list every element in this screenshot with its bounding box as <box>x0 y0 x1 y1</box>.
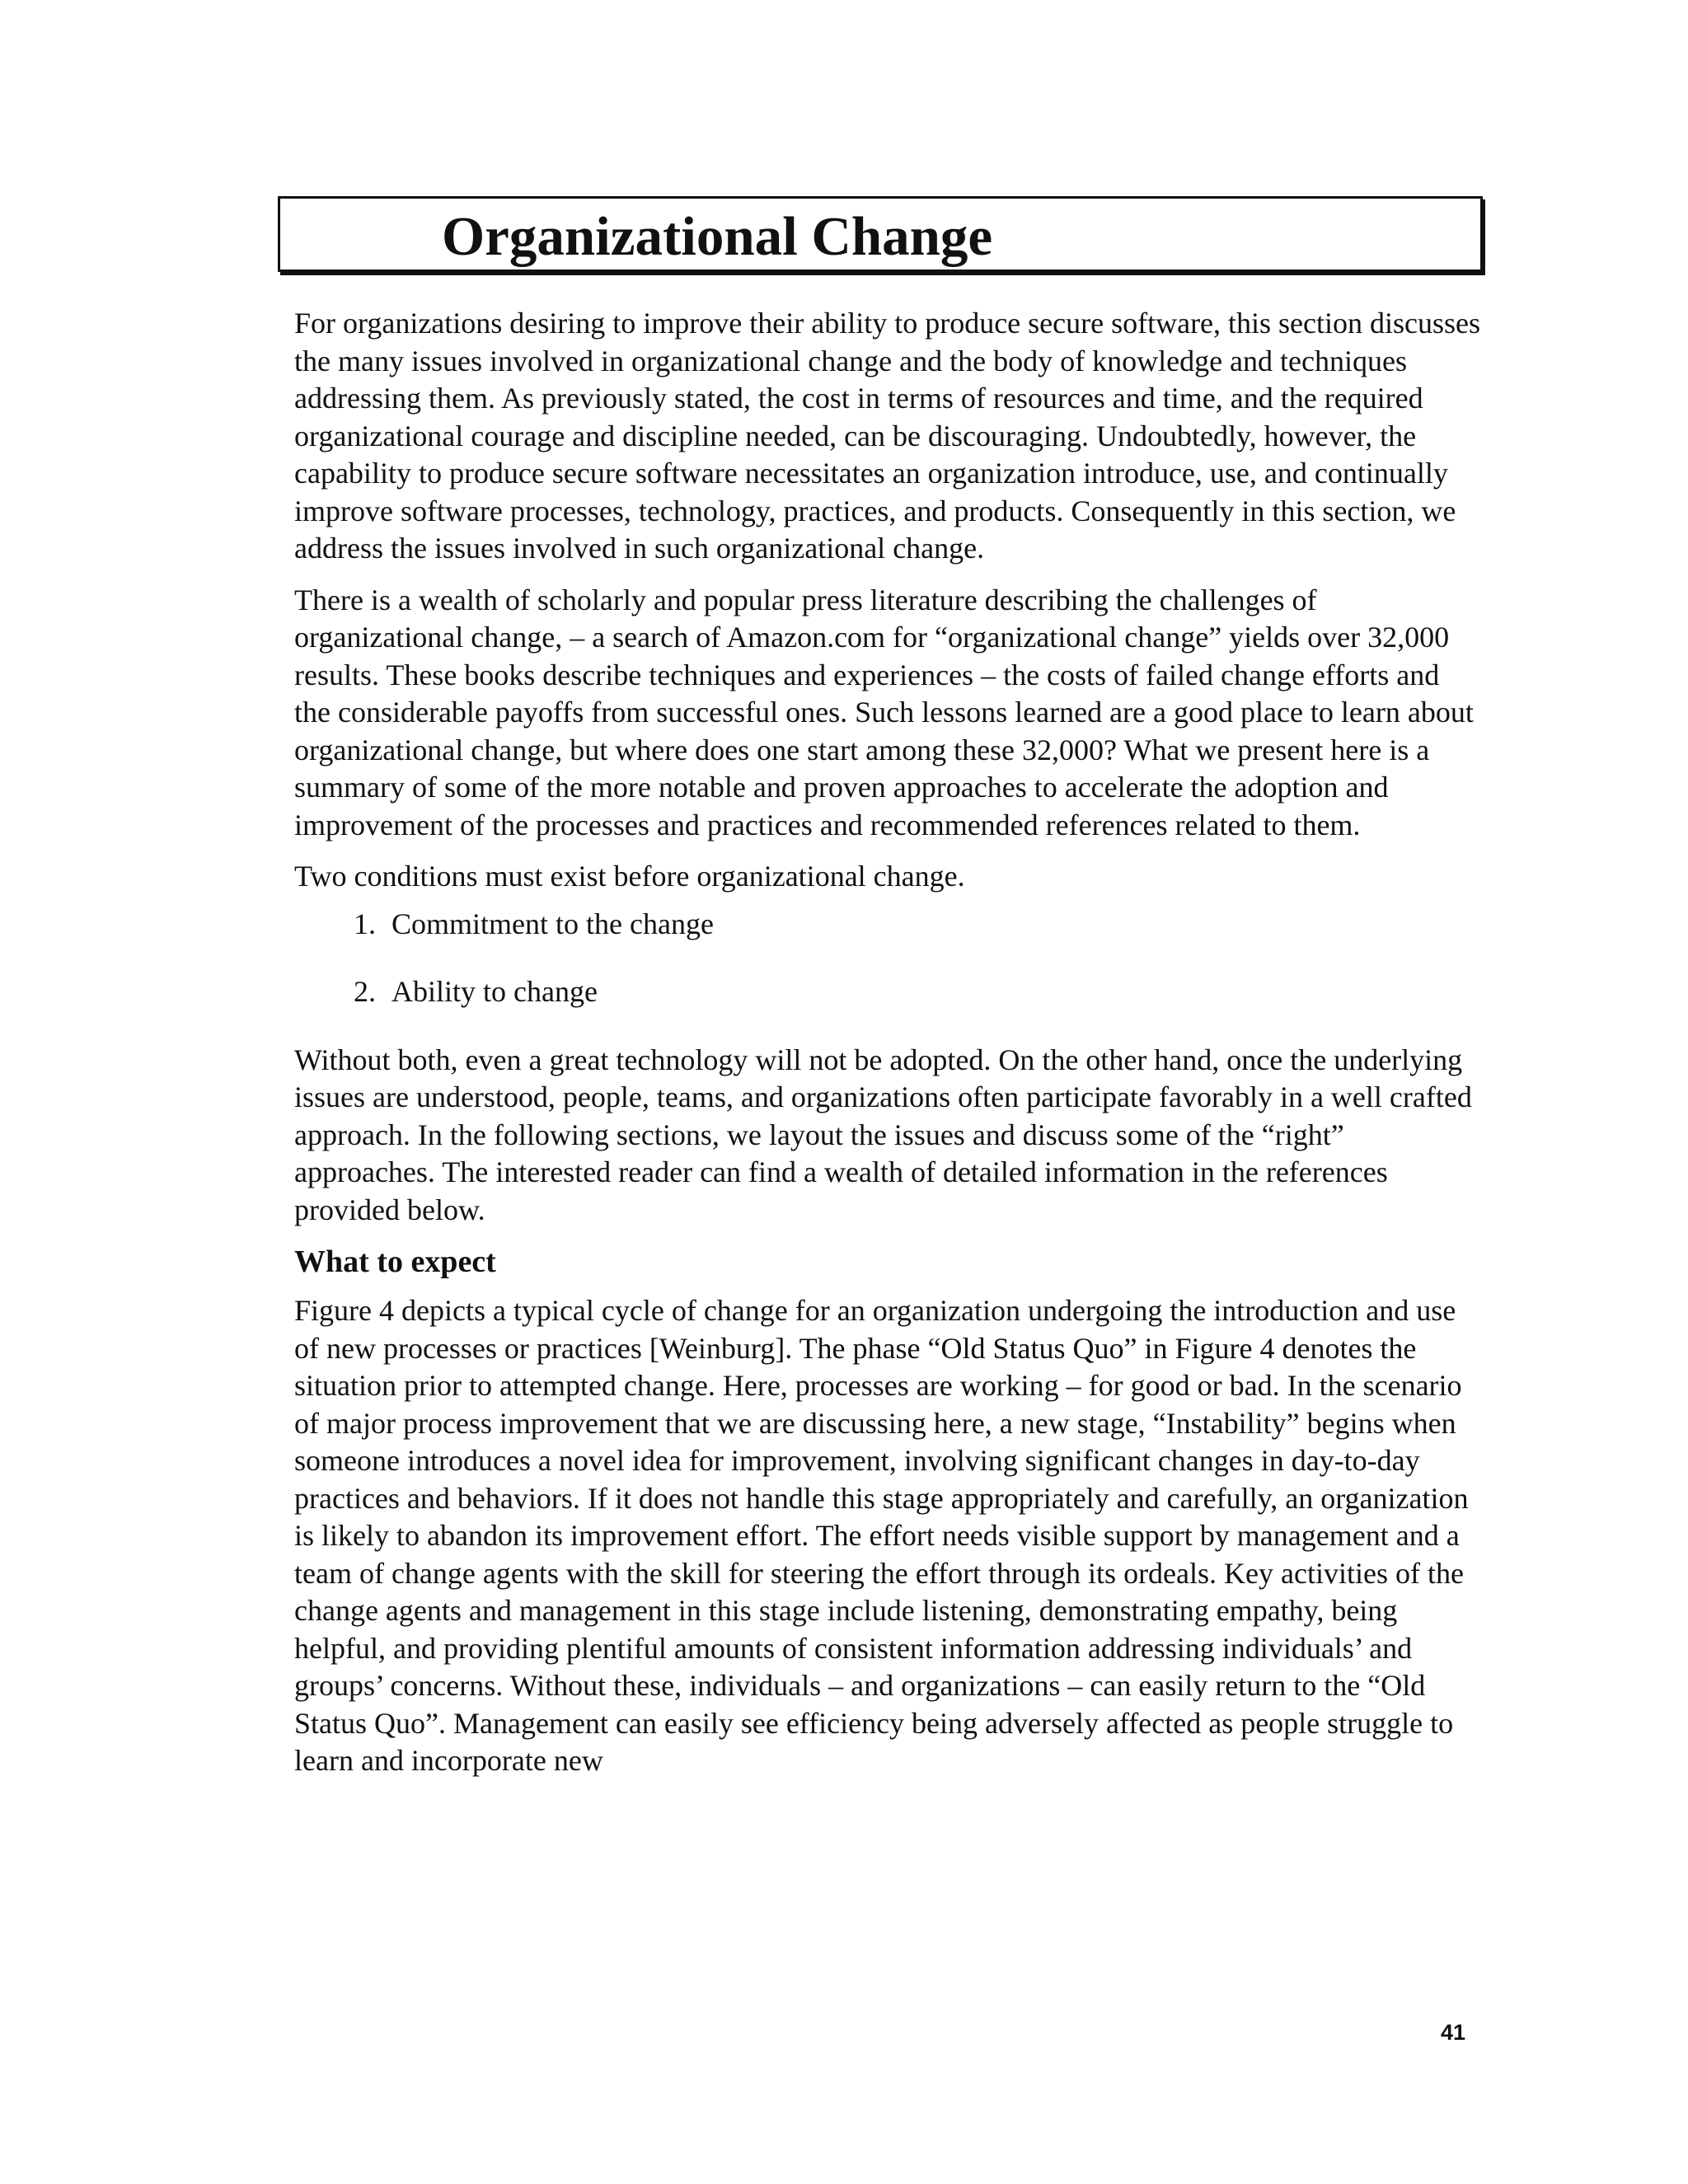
page-number: 41 <box>1440 2020 1465 2045</box>
list-item-number: 1. <box>354 907 376 940</box>
conditions-list <box>294 906 1481 1011</box>
figure4-paragraph: Figure 4 depicts a typical cycle of change for an organization undergoing the introduction and use of new processes or practices [Weinburg]. The phase “Old Status Quo” in Figure 4 denotes the situation prior to attempted change. Here, processes are working – for good or bad. In the scenario of major process improvement that we are discussing here, a new stage, “Instability” begins when someone introduces a novel idea for improvement, involving significant changes in day-to-day practices and behaviors. If it does not handle this stage appropriately and carefully, an organization is likely to abandon its improvement effort. The effort needs visible support by management and a team of change agents with the skill for steering the effort through its ordeals. Key activities of the change agents and management in this stage include listening, demonstrating empathy, being helpful, and providing plentiful amounts of consistent information addressing individuals’ and groups’ concerns. Without these, individuals – and organizations – can easily return to the “Old Status Quo”. Management can easily see efficiency being adversely affected as people struggle to learn and incorporate new <box>294 1294 1469 1777</box>
conditions-intro-paragraph: Two conditions must exist before organizational change. <box>294 860 965 893</box>
list-item-text: Ability to change <box>392 975 598 1008</box>
list-item-text: Commitment to the change <box>392 907 714 940</box>
body-content <box>294 305 1481 1780</box>
list-item <box>294 973 1481 1011</box>
list-item <box>294 906 1481 944</box>
title-box <box>278 196 1483 272</box>
list-item-number: 2. <box>354 975 376 1008</box>
page-title: Organizational Change <box>442 206 993 267</box>
without-both-paragraph: Without both, even a great technology will not be adopted. On the other hand, once the underlying issues are understood, people, teams, and organizations often participate favorably in a well crafted approach. In the following sections, we layout the issues and discuss some of the “right” approaches. The interested reader can find a wealth of detailed information in the references provided below. <box>294 1043 1472 1226</box>
intro-paragraph: For organizations desiring to improve their ability to produce secure software, this section discusses the many issues involved in organizational change and the body of knowledge and techniques addressing them. As previously stated, the cost in terms of resources and time, and the required organizational courage and discipline needed, can be discouraging. Undoubtedly, however, the capability to produce secure software necessitates an organization introduce, use, and continually improve software processes, technology, practices, and products. Consequently in this section, we address the issues involved in such organizational change. <box>294 307 1481 565</box>
literature-paragraph: There is a wealth of scholarly and popular press literature describing the challenges of organizational change, – a search of Amazon.com for “organizational change” yields over 32,000 results. These books describe techniques and experiences – the costs of failed change efforts and the considerable payoffs from successful ones. Such lessons learned are a good place to learn about organizational change, but where does one start among these 32,000? What we present here is a summary of some of the more notable and proven approaches to accelerate the adoption and improvement of the processes and practices and recommended references related to them. <box>294 583 1474 841</box>
section-heading: What to expect <box>294 1244 496 1279</box>
